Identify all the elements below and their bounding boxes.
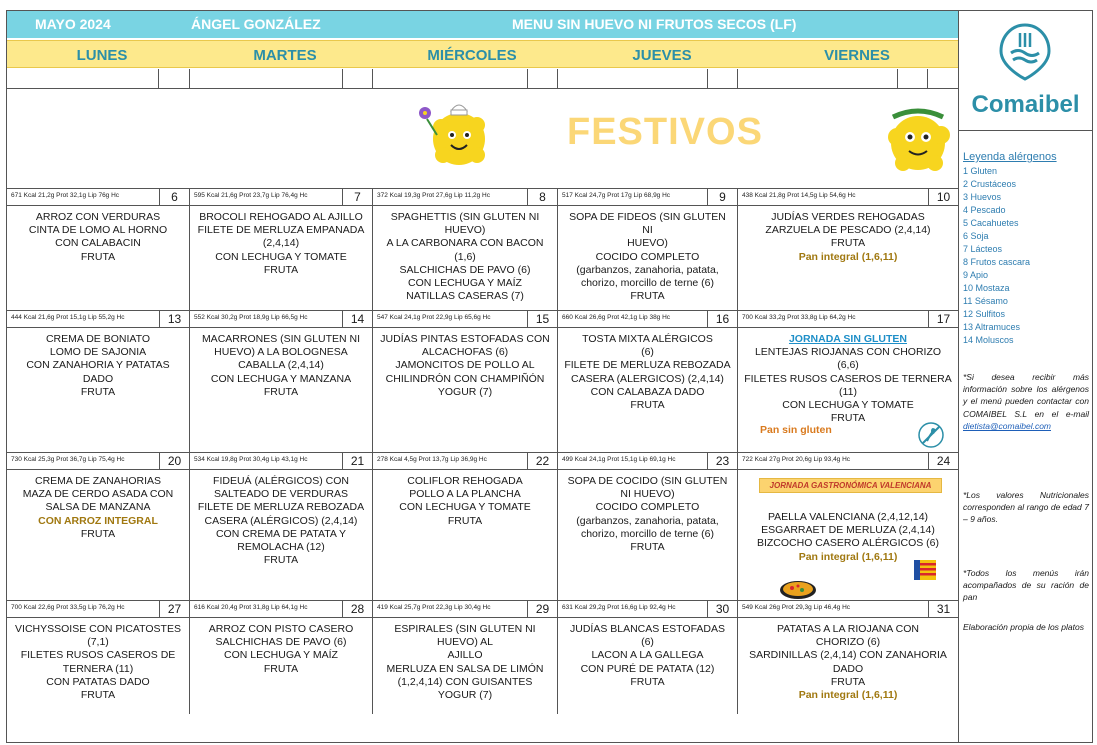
jornada-valenciana-badge: JORNADA GASTRONÓMICA VALENCIANA bbox=[759, 478, 943, 493]
brand-name: Comaibel bbox=[971, 91, 1080, 118]
dish: FRUTA bbox=[263, 263, 299, 276]
dish: (2,4,14) bbox=[262, 237, 300, 250]
dish: ESPIRALES (SIN GLUTEN NI HUEVO) AL bbox=[394, 623, 536, 649]
dish: DADO bbox=[82, 372, 114, 385]
dish: MAZA DE CERDO ASADA CON bbox=[22, 488, 174, 501]
dish: FRUTA bbox=[80, 385, 116, 398]
day-cell bbox=[190, 453, 373, 600]
dish-list bbox=[563, 475, 732, 554]
dish: YOGUR (7) bbox=[437, 689, 493, 702]
dish: SALSA DE MANZANA bbox=[45, 501, 151, 514]
own-elaboration-note: Elaboración propia de los platos bbox=[963, 622, 1084, 632]
weekday-header bbox=[7, 40, 958, 68]
dish-list bbox=[743, 333, 953, 425]
bread-note-general: *Todos los menús irán acompañados de su ración de pan bbox=[963, 568, 1089, 603]
nutrition-info: 534 Kcal 19,8g Prot 30,4g Lip 43,1g Hc bbox=[194, 456, 308, 463]
day-cell bbox=[558, 311, 738, 452]
dish: (11) bbox=[839, 385, 857, 398]
gluten-free-icon bbox=[918, 422, 944, 448]
day-number: 24 bbox=[928, 453, 958, 470]
dish: FRUTA bbox=[447, 514, 483, 527]
allergen-item: 11 Sésamo bbox=[963, 296, 1008, 306]
dish: PATATAS A LA RIOJANA CON bbox=[777, 623, 919, 635]
week-row bbox=[7, 601, 958, 714]
dish: FILETE DE MERLUZA REBOZADA bbox=[197, 501, 365, 514]
dish-list bbox=[12, 211, 184, 264]
day-number: 13 bbox=[159, 311, 189, 328]
allergen-item: 14 Moluscos bbox=[963, 335, 1014, 345]
dish: CREMA DE ZANAHORIAS bbox=[34, 475, 162, 487]
day-monday: LUNES bbox=[76, 47, 128, 64]
nutrition-info: 444 Kcal 21,6g Prot 15,1g Lip 55,2g Hc bbox=[11, 314, 125, 321]
dish: FILETES RUSOS CASEROS DE bbox=[20, 649, 176, 662]
mascot-laurel-icon bbox=[883, 99, 953, 177]
dish: FRUTA bbox=[80, 250, 116, 263]
dish: FRUTA bbox=[630, 399, 665, 412]
dish: (garbanzos, zanahoria, patata, bbox=[576, 514, 719, 527]
dish: CON LECHUGA Y TOMATE bbox=[399, 501, 531, 514]
dish-list bbox=[743, 211, 953, 264]
day-number: 14 bbox=[342, 311, 372, 328]
allergen-item: 8 Frutos cascara bbox=[963, 257, 1031, 267]
dish: ESGARRAET DE MERLUZA (2,4,14) bbox=[761, 524, 935, 537]
day-tuesday: MARTES bbox=[253, 47, 317, 64]
day-cell bbox=[373, 453, 558, 600]
dish: COCIDO COMPLETO bbox=[595, 501, 700, 514]
dish-list bbox=[563, 333, 732, 412]
dish: LOMO DE SAJONIA bbox=[49, 346, 147, 359]
day-cell bbox=[7, 189, 190, 310]
dish: FRUTA bbox=[830, 412, 866, 425]
dish: FRUTA bbox=[80, 527, 116, 540]
dish-list bbox=[378, 211, 552, 303]
dish: (7,1) bbox=[87, 636, 109, 649]
nutrition-info: 631 Kcal 29,2g Prot 16,6g Lip 92,4g Hc bbox=[562, 604, 676, 611]
dish: CON PURÉ DE PATATA (12) bbox=[580, 662, 715, 675]
day-cell bbox=[558, 601, 738, 714]
day-cell bbox=[738, 189, 958, 310]
dish: chorizo, morcillo de terne (6) bbox=[580, 277, 715, 290]
dish: JUDÍAS VERDES REHOGADAS bbox=[771, 211, 925, 223]
dish: (6) bbox=[641, 346, 654, 359]
nutrition-info: 660 Kcal 26,6g Prot 42,1g Lip 38g Hc bbox=[562, 314, 671, 321]
day-number: 10 bbox=[928, 189, 958, 206]
dish: SARDINILLAS (2,4,14) CON ZANAHORIA bbox=[749, 649, 947, 662]
dish-list bbox=[12, 475, 184, 541]
dish: CHILINDRÓN CON CHAMPIÑÓN bbox=[385, 372, 545, 385]
day-cell bbox=[373, 311, 558, 452]
email-link[interactable]: dietista@comaibel.com bbox=[963, 420, 1051, 431]
dish: SPAGHETTIS (SIN GLUTEN NI HUEVO) bbox=[390, 211, 540, 237]
day-number: 22 bbox=[527, 453, 557, 470]
dish: LACON A LA GALLEGA bbox=[591, 649, 704, 662]
allergen-item: 6 Soja bbox=[963, 231, 989, 241]
nutrition-info: 499 Kcal 24,1g Prot 15,1g Lip 69,1g Hc bbox=[562, 456, 676, 463]
dish: CON ARROZ INTEGRAL bbox=[38, 514, 158, 527]
dish: ARROZ CON PISTO CASERO bbox=[208, 623, 354, 635]
nutrition-info: 730 Kcal 25,3g Prot 36,7g Lip 75,4g Hc bbox=[11, 456, 125, 463]
dish: FILETES RUSOS CASEROS DE TERNERA bbox=[744, 372, 952, 385]
allergen-item: 9 Apio bbox=[963, 270, 989, 280]
valencia-flag-icon bbox=[914, 560, 936, 580]
week-row bbox=[7, 453, 958, 601]
nutrition-info: 616 Kcal 20,4g Prot 31,8g Lip 64,1g Hc bbox=[194, 604, 308, 611]
day-number: 28 bbox=[342, 601, 372, 618]
day-cell bbox=[738, 453, 958, 600]
dish: HUEVO) bbox=[627, 237, 668, 250]
nutrition-info: 700 Kcal 33,2g Prot 33,8g Lip 64,2g Hc bbox=[742, 314, 856, 321]
day-number: 23 bbox=[707, 453, 737, 470]
contact-note: *Si desea recibir más información sobre los alérgenos y el menú pueden contactar con COMAIBEL S.L en el e-mail dietista@comaibel.com bbox=[963, 372, 1089, 431]
day-cell bbox=[7, 453, 190, 600]
dish: FRUTA bbox=[630, 290, 665, 303]
dish: CABALLA (2,4,14) bbox=[238, 359, 324, 372]
nutrition-info: 517 Kcal 24,7g Prot 17g Lip 68,9g Hc bbox=[562, 192, 671, 199]
dish-list bbox=[12, 333, 184, 399]
dish: CON CREMA DE PATATA Y bbox=[215, 527, 347, 540]
dish-list bbox=[195, 333, 367, 399]
allergen-legend bbox=[963, 151, 1089, 347]
week-row bbox=[7, 189, 958, 311]
dish: chorizo, morcillo de terne (6) bbox=[580, 527, 715, 540]
nutrition-info: 372 Kcal 19,3g Prot 27,6g Lip 11,2g Hc bbox=[377, 192, 490, 199]
dish: COCIDO COMPLETO bbox=[595, 250, 700, 263]
dish: CON PATATAS DADO bbox=[46, 675, 150, 688]
dish: CON LECHUGA Y TOMATE bbox=[782, 399, 914, 412]
dish: HUEVO) A LA BOLOGNESA bbox=[214, 346, 348, 359]
day-cell bbox=[558, 453, 738, 600]
week-row bbox=[7, 311, 958, 453]
dish: FRUTA bbox=[830, 237, 866, 250]
dish: REMOLACHA (12) bbox=[237, 541, 325, 554]
dish: (1,6) bbox=[454, 250, 476, 263]
dish: YOGUR (7) bbox=[437, 385, 493, 398]
dish: CREMA DE BONIATO bbox=[45, 333, 151, 345]
allergen-item: 4 Pescado bbox=[963, 205, 1006, 215]
dish: SALCHICHAS DE PAVO (6) bbox=[399, 263, 531, 276]
menu-title: MENU SIN HUEVO NI FRUTOS SECOS (LF) bbox=[512, 16, 797, 32]
festivos-row bbox=[7, 89, 958, 189]
allergen-item: 13 Altramuces bbox=[963, 322, 1021, 332]
dish: ZARZUELA DE PESCADO (2,4,14) bbox=[765, 224, 931, 237]
day-cell bbox=[738, 311, 958, 452]
day-number: 8 bbox=[527, 189, 557, 206]
jornada-sin-gluten-link[interactable]: JORNADA SIN GLUTEN bbox=[788, 333, 908, 345]
day-number: 27 bbox=[159, 601, 189, 618]
allergen-item: 12 Sulfitos bbox=[963, 309, 1006, 319]
dish-list bbox=[12, 623, 184, 702]
bread-note: Pan integral (1,6,11) bbox=[798, 250, 898, 263]
allergen-item: 10 Mostaza bbox=[963, 283, 1010, 293]
dish-list bbox=[563, 211, 732, 303]
dish: COLIFLOR REHOGADA bbox=[407, 475, 523, 487]
day-cell bbox=[738, 601, 958, 714]
blank-date-row bbox=[7, 69, 958, 89]
dish: FRUTA bbox=[263, 554, 299, 567]
dish: CON ZANAHORIA Y PATATAS bbox=[26, 359, 170, 372]
day-cell bbox=[190, 601, 373, 714]
day-number: 15 bbox=[527, 311, 557, 328]
dish: FILETE DE MERLUZA REBOZADA bbox=[564, 359, 731, 372]
dish: POLLO A LA PLANCHA bbox=[409, 488, 521, 501]
day-cell bbox=[373, 189, 558, 310]
dish: FRUTA bbox=[830, 675, 866, 688]
day-cell bbox=[7, 311, 190, 452]
dish: CON LECHUGA Y MANZANA bbox=[210, 372, 352, 385]
day-number: 20 bbox=[159, 453, 189, 470]
day-number: 30 bbox=[707, 601, 737, 618]
nutrition-info: 419 Kcal 25,7g Prot 22,3g Lip 30,4g Hc bbox=[377, 604, 491, 611]
nutrition-info: 595 Kcal 21,6g Prot 23,7g Lip 76,4g Hc bbox=[194, 192, 308, 199]
dish: FILETE DE MERLUZA EMPANADA bbox=[197, 224, 365, 237]
day-number: 7 bbox=[342, 189, 372, 206]
dish: DADO bbox=[832, 662, 864, 675]
dish: CINTA DE LOMO AL HORNO bbox=[28, 224, 168, 237]
dish: (1,2,4,14) CON GUISANTES bbox=[397, 675, 533, 688]
dish: FIDEUÁ (ALÉRGICOS) CON bbox=[213, 475, 349, 487]
nutrition-info: 438 Kcal 21,8g Prot 14,5g Lip 54,6g Hc bbox=[742, 192, 856, 199]
dish: CON CALABACIN bbox=[55, 237, 141, 250]
nutrition-info: 547 Kcal 24,1g Prot 22,9g Lip 65,6g Hc bbox=[377, 314, 491, 321]
allergen-item: 5 Cacahuetes bbox=[963, 218, 1019, 228]
day-cell bbox=[190, 311, 373, 452]
day-number: 21 bbox=[342, 453, 372, 470]
day-cell bbox=[373, 601, 558, 714]
dish-list bbox=[743, 623, 953, 702]
allergen-item: 2 Crustáceos bbox=[963, 179, 1017, 189]
dish-list bbox=[195, 211, 367, 277]
dish-list bbox=[195, 623, 367, 676]
day-number: 31 bbox=[928, 601, 958, 618]
day-number: 16 bbox=[707, 311, 737, 328]
day-friday: VIERNES bbox=[824, 47, 890, 64]
festivos-label: FESTIVOS bbox=[567, 111, 763, 153]
student-name: ÁNGEL GONZÁLEZ bbox=[191, 16, 321, 32]
dish: FRUTA bbox=[630, 675, 665, 688]
day-number: 29 bbox=[527, 601, 557, 618]
dish: TERNERA (11) bbox=[62, 662, 134, 675]
nutrition-info: 549 Kcal 26g Prot 29,3g Lip 46,4g Hc bbox=[742, 604, 851, 611]
bread-note: Pan integral (1,6,11) bbox=[798, 550, 898, 563]
nutrition-info: 278 Kcal 4,5g Prot 13,7g Lip 36,9g Hc bbox=[377, 456, 487, 463]
nutrition-info: 722 Kcal 27g Prot 20,6g Lip 93,4g Hc bbox=[742, 456, 851, 463]
day-cell bbox=[7, 601, 190, 714]
dish: FRUTA bbox=[80, 689, 116, 702]
day-number: 17 bbox=[928, 311, 958, 328]
dish: PAELLA VALENCIANA (2,4,12,14) bbox=[767, 511, 929, 523]
day-wednesday: MIÉRCOLES bbox=[427, 47, 517, 64]
dish: FRUTA bbox=[263, 662, 299, 675]
dish: BIZCOCHO CASERO ALÉRGICOS (6) bbox=[756, 537, 940, 550]
info-panel bbox=[959, 10, 1093, 743]
dish: MERLUZA EN SALSA DE LIMÓN bbox=[386, 662, 544, 675]
day-cell bbox=[558, 189, 738, 310]
dish: MACARRONES (SIN GLUTEN NI bbox=[201, 333, 361, 345]
menu-calendar bbox=[6, 10, 959, 743]
dish: JUDÍAS BLANCAS ESTOFADAS (6) bbox=[569, 623, 726, 649]
dish: CHORIZO (6) bbox=[815, 636, 881, 649]
dish: TOSTA MIXTA ALÉRGICOS bbox=[582, 333, 713, 345]
dish: SOPA DE FIDEOS (SIN GLUTEN NI bbox=[569, 211, 726, 237]
dish: ARROZ CON VERDURAS bbox=[35, 211, 161, 223]
dish: FRUTA bbox=[263, 385, 299, 398]
dish-list bbox=[195, 475, 367, 567]
dish-list bbox=[378, 333, 552, 399]
brand-block bbox=[959, 11, 1092, 131]
dish-list bbox=[743, 511, 953, 564]
allergen-item: 7 Lácteos bbox=[963, 244, 1003, 254]
day-thursday: JUEVES bbox=[632, 47, 692, 64]
dish: LENTEJAS RIOJANAS CON CHORIZO bbox=[754, 346, 942, 359]
dish: ALCACHOFAS (6) bbox=[421, 346, 509, 359]
dish: CASERA (ALÉRGICOS) (2,4,14) bbox=[204, 514, 358, 527]
dish-list bbox=[378, 475, 552, 528]
day-number: 9 bbox=[707, 189, 737, 206]
dish: CON CALABAZA DADO bbox=[590, 385, 705, 398]
dish: JAMONCITOS DE POLLO AL bbox=[395, 359, 535, 372]
dish: AJILLO bbox=[447, 649, 483, 662]
paella-icon bbox=[778, 578, 818, 600]
allergen-item: 3 Huevos bbox=[963, 192, 1002, 202]
dish: NATILLAS CASERAS (7) bbox=[406, 290, 524, 303]
dish: (garbanzos, zanahoria, patata, bbox=[576, 263, 719, 276]
nutrition-info: 552 Kcal 30,2g Prot 18,9g Lip 66,5g Hc bbox=[194, 314, 308, 321]
dish: FRUTA bbox=[630, 541, 665, 554]
dish: CON LECHUGA Y MAÍZ bbox=[224, 649, 338, 662]
dish: BROCOLI REHOGADO AL AJILLO bbox=[199, 211, 363, 223]
legend-title: Leyenda alérgenos bbox=[963, 151, 1057, 163]
nutrition-info: 700 Kcal 22,6g Prot 33,5g Lip 76,2g Hc bbox=[11, 604, 125, 611]
dish: VICHYSSOISE CON PICATOSTES bbox=[15, 623, 181, 635]
dish: JUDÍAS PINTAS ESTOFADAS CON bbox=[380, 333, 550, 345]
gluten-free-bread-note: Pan sin gluten bbox=[760, 424, 832, 436]
dish: CON LECHUGA Y TOMATE bbox=[215, 250, 347, 263]
header-bar bbox=[7, 11, 958, 38]
dish: (6,6) bbox=[837, 359, 859, 372]
mascot-chef-icon bbox=[407, 97, 499, 169]
dish: SOPA DE COCIDO (SIN GLUTEN bbox=[567, 475, 728, 487]
month-label: MAYO 2024 bbox=[35, 16, 111, 32]
dish: A LA CARBONARA CON BACON bbox=[386, 237, 544, 250]
dish-list bbox=[563, 623, 732, 689]
day-cell bbox=[190, 189, 373, 310]
dish: NI HUEVO) bbox=[620, 488, 675, 501]
dish: CASERA (ALERGICOS) (2,4,14) bbox=[571, 372, 724, 385]
bread-note: Pan integral (1,6,11) bbox=[798, 689, 898, 702]
nutrition-info: 671 Kcal 21,2g Prot 32,1g Lip 76g Hc bbox=[11, 192, 120, 199]
dish: CON LECHUGA Y MAÍZ bbox=[408, 277, 522, 290]
dish: SALCHICHAS DE PAVO (6) bbox=[215, 636, 347, 649]
day-number: 6 bbox=[159, 189, 189, 206]
dish-list bbox=[378, 623, 552, 702]
allergen-item: 1 Gluten bbox=[963, 166, 998, 176]
comaibel-logo-icon bbox=[999, 23, 1051, 81]
dish: SALTEADO DE VERDURAS bbox=[213, 488, 348, 501]
nutrition-note: *Los valores Nutricionales corresponden al rango de edad 7 – 9 años. bbox=[963, 490, 1089, 525]
